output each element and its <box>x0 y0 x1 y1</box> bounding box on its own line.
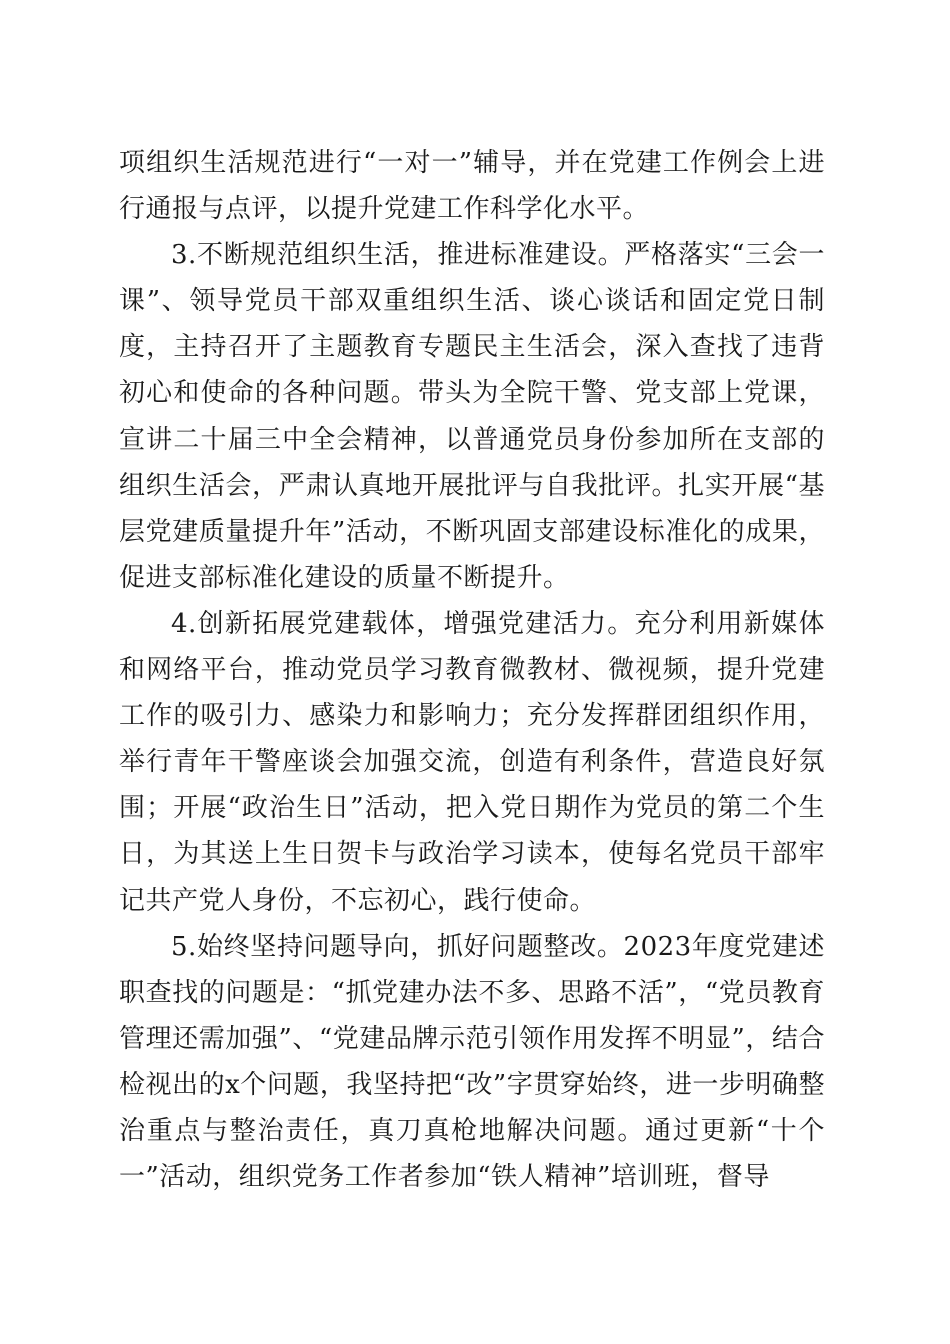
paragraph-item-4: 4.创新拓展党建载体，增强党建活力。充分利用新媒体和网络平台，推动党员学习教育微教材、微视频，提升党建工作的吸引力、感染力和影响力；充分发挥群团组织作用，举行青年干警座谈会加强交流，创造有利条件，营造良好氛围；开展“政治生日”活动，把入党日期作为党员的第二个生日，为其送上生日贺卡与政治学习读本，使每名党员干部牢记共产党人身份，不忘初心，践行使命。 <box>119 608 825 916</box>
paragraph-continuation: 项组织生活规范进行“一对一”辅导，并在党建工作例会上进行通报与点评，以提升党建工作科学化水平。 <box>119 148 825 225</box>
document-body <box>119 140 825 1200</box>
paragraph-item-5: 5.始终坚持问题导向，抓好问题整改。2023年度党建述职查找的问题是：“抓党建办法不多、思路不活”，“党员教育管理还需加强”、“党建品牌示范引领作用发挥不明显”，结合检视出的x个问题，我坚持把“改”字贯穿始终，进一步明确整治重点与整治责任，真刀真枪地解决问题。通过更新“十个一”活动，组织党务工作者参加“铁人精神”培训班，督导 <box>119 931 825 1193</box>
paragraph-item-3: 3.不断规范组织生活，推进标准建设。严格落实“三会一课”、领导党员干部双重组织生活、谈心谈话和固定党日制度，主持召开了主题教育专题民主生活会，深入查找了违背初心和使命的各种问题。带头为全院干警、党支部上党课，宣讲二十届三中全会精神，以普通党员身份参加所在支部的组织生活会，严肃认真地开展批评与自我批评。扎实开展“基层党建质量提升年”活动，不断巩固支部建设标准化的成果，促进支部标准化建设的质量不断提升。 <box>119 240 825 593</box>
